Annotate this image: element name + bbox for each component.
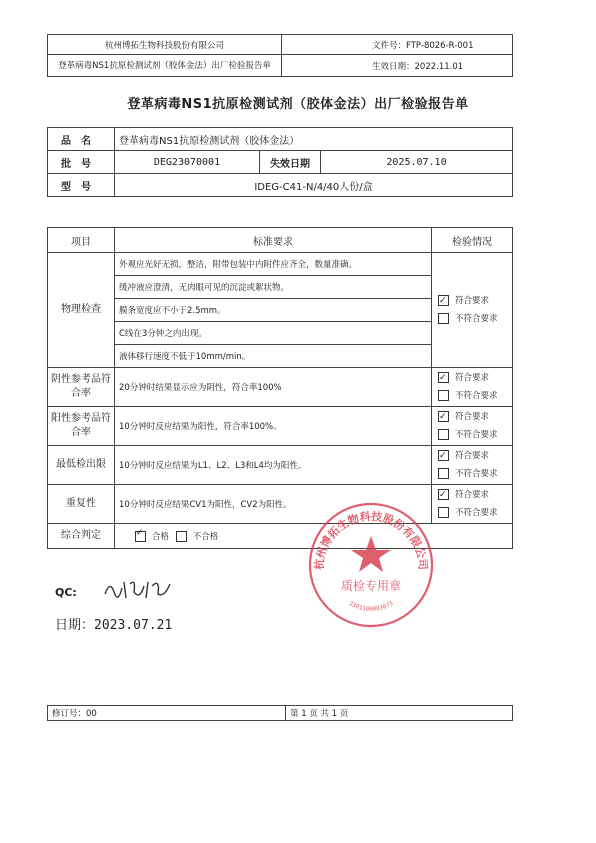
report-date: 日期：2023.07.21 [55, 618, 173, 633]
checkbox-ok-lod[interactable] [438, 450, 449, 461]
effective-date: 生效日期：2022.11.01 [282, 55, 513, 77]
checkbox-ok-physical[interactable] [438, 295, 449, 306]
quality-seal [306, 500, 436, 630]
req-physical-1: 外观应光好无损，整洁，附带包装中内附件应齐全，数量准确。 [115, 253, 432, 276]
checkbox-ng-positive[interactable] [438, 429, 449, 440]
checkbox-ng-negative[interactable] [438, 390, 449, 401]
name-label: 品名 [48, 128, 115, 151]
seal-center-text: 质检专用章 [340, 579, 402, 593]
expiry-value: 2025.07.10 [321, 151, 513, 174]
document-footer [47, 705, 513, 721]
checkbox-ng-physical[interactable] [438, 313, 449, 324]
result-lod [432, 446, 513, 485]
inspection-table [47, 227, 513, 549]
checkbox-ok-repeatability[interactable] [438, 489, 449, 500]
req-lod: 10分钟时反应结果为L1、L2、L3和L4均为阳性。 [115, 446, 432, 485]
seal-ring-text: 杭州博拓生物科技股份有限公司 [312, 510, 430, 571]
seal-code: 3301100083073 [347, 600, 395, 613]
checkbox-ok-positive[interactable] [438, 411, 449, 422]
checkbox-ng-repeatability[interactable] [438, 507, 449, 518]
checkbox-fail[interactable] [176, 531, 187, 542]
col-item-header: 项目 [48, 228, 115, 253]
ok-label: 符合要求 [455, 412, 490, 422]
item-positive: 阳性参考品符合率 [48, 407, 115, 446]
name-value: 登革病毒NS1抗原检测试剂（胶体金法） [115, 128, 513, 151]
req-repeatability: 10分钟时反应结果CV1为阳性，CV2为阳性。 [115, 485, 432, 524]
req-negative: 20分钟时结果显示应为阴性，符合率100% [115, 368, 432, 407]
checkbox-ng-lod[interactable] [438, 468, 449, 479]
col-result-header: 检验情况 [432, 228, 513, 253]
qc-label: QC: [55, 586, 77, 599]
model-label: 型号 [48, 174, 115, 197]
req-physical-5: 液体移行速度不低于10mm/min。 [115, 345, 432, 368]
checkbox-pass[interactable] [135, 531, 146, 542]
req-physical-4: C线在3分钟之内出现。 [115, 322, 432, 345]
result-positive [432, 407, 513, 446]
lot-label: 批号 [48, 151, 115, 174]
ng-label: 不符合要求 [455, 430, 498, 440]
item-lod: 最低检出限 [48, 446, 115, 485]
svg-text:3301100083073 [348, 600, 395, 613]
expiry-label: 失效日期 [260, 151, 321, 174]
result-physical [432, 253, 513, 368]
qc-signature [100, 574, 180, 604]
ng-label: 不符合要求 [455, 391, 498, 401]
product-info-table [47, 127, 513, 197]
ng-label: 不符合要求 [455, 314, 498, 324]
lot-value: DEG23070001 [115, 151, 260, 174]
ng-label: 不符合要求 [455, 508, 498, 518]
item-negative: 阴性参考品符合率 [48, 368, 115, 407]
ok-label: 符合要求 [455, 296, 490, 306]
ok-label: 符合要求 [455, 373, 490, 383]
item-repeatability: 重复性 [48, 485, 115, 524]
document-number: 文件号：FTP-8026-R-001 [282, 35, 513, 55]
checkbox-ok-negative[interactable] [438, 372, 449, 383]
req-physical-2: 缓冲液应澄清，无肉眼可见的沉淀或絮状物。 [115, 276, 432, 299]
ok-label: 符合要求 [455, 490, 490, 500]
model-value: IDEG-C41-N/4/40人份/盒 [115, 174, 513, 197]
col-req-header: 标准要求 [115, 228, 432, 253]
page-number: 第 1 页 共 1 页 [286, 706, 513, 721]
fail-label: 不合格 [192, 532, 219, 542]
item-verdict: 综合判定 [48, 524, 115, 549]
pass-label: 合格 [152, 532, 170, 542]
req-positive: 10分钟时反应结果为阳性，符合率100%。 [115, 407, 432, 446]
result-negative [432, 368, 513, 407]
req-physical-3: 膜条宽度应不小于2.5mm。 [115, 299, 432, 322]
document-header [47, 34, 513, 77]
result-repeatability [432, 485, 513, 524]
form-title: 登革病毒NS1抗原检测试剂（胶体金法）出厂检验报告单 [48, 55, 282, 77]
ok-label: 符合要求 [455, 451, 490, 461]
ng-label: 不符合要求 [455, 469, 498, 479]
company-name: 杭州博拓生物科技股份有限公司 [48, 35, 282, 55]
page-title: 登革病毒NS1抗原检测试剂（胶体金法）出厂检验报告单 [127, 97, 469, 112]
item-physical: 物理检查 [48, 253, 115, 368]
revision-number: 修订号：00 [48, 706, 286, 721]
